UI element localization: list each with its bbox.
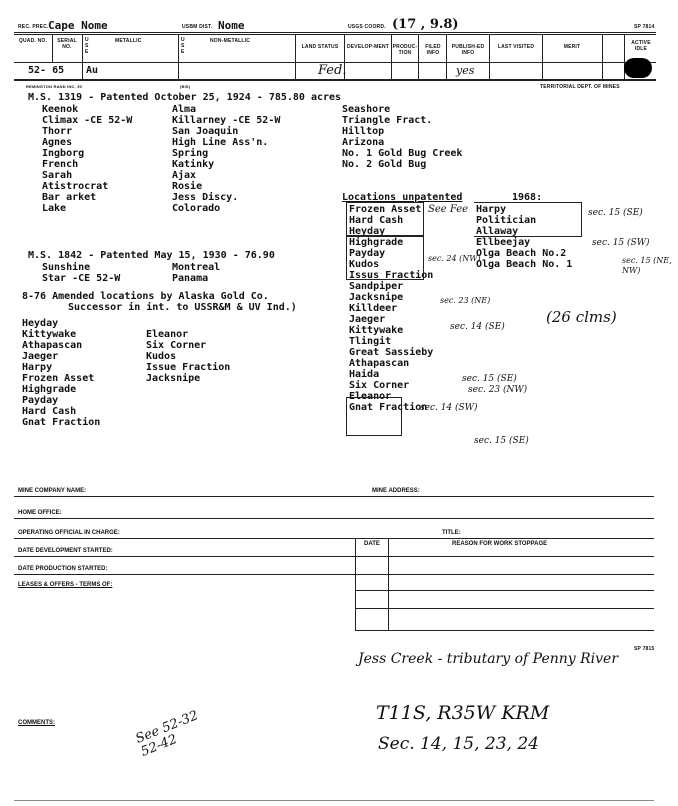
location-item: Harpy — [476, 204, 507, 215]
claim-name: Jaeger — [22, 351, 59, 362]
claim-name: Heyday — [22, 318, 59, 329]
location-item: Great Sassieby — [349, 347, 434, 358]
claim-name: Triangle Fract. — [342, 115, 433, 126]
location-item: Sandpiper — [349, 281, 404, 292]
amended-column-1 — [22, 318, 100, 428]
location-item: Highgrade — [349, 237, 404, 248]
annotation: sec. 15 (SW) — [592, 238, 650, 248]
published-info-label: PUBLISH-ED INFO — [451, 44, 485, 56]
location-item: Jaeger — [349, 314, 386, 325]
annotation-see-fee: See Fee — [428, 204, 469, 215]
usgs-coord-label: USGS COORD. — [348, 24, 386, 30]
use-nonmetallic-marker: U S E — [181, 37, 185, 55]
claim-name: Highgrade — [22, 384, 77, 395]
bracket-box-1 — [346, 202, 424, 236]
claim-name: Gnat Fraction — [22, 417, 101, 428]
location-item: Kudos — [349, 259, 380, 270]
claim-name: Rosie — [172, 181, 203, 192]
claim-name: Spring — [172, 148, 209, 159]
rec-prec-label: REC. PREC. — [18, 24, 49, 30]
claim-name: Ajax — [172, 170, 197, 181]
location-item: Hard Cash — [349, 215, 404, 226]
claim-name: Frozen Asset — [22, 373, 95, 384]
form-number-2: SP 7815 — [634, 646, 655, 652]
territorial-dept: TERRITORIAL DEPT. OF MINES — [540, 84, 620, 90]
annotation: sec. 15 (SE) — [462, 374, 517, 384]
ms1842-column-1 — [42, 262, 120, 284]
nonmetallic-label: NON-METALLIC — [210, 38, 251, 44]
handwritten-see-refs: See 52-32 52-42 — [133, 708, 201, 760]
bracket-box-2 — [346, 236, 424, 280]
location-item: Olga Beach No.2 — [476, 248, 567, 259]
location-item: Tlingit — [349, 336, 392, 347]
ms1319-column-1 — [42, 104, 132, 214]
amended-line-2: Successor in int. to USSR&M & UV Ind.) — [68, 302, 297, 313]
claim-name: No. 1 Gold Bug Creek — [342, 148, 463, 159]
location-item: Allaway — [476, 226, 519, 237]
location-item: Eleanor — [349, 391, 392, 402]
claim-name: Lake — [42, 203, 67, 214]
claim-name: Jacksnipe — [146, 373, 201, 384]
claim-name: Star -CE 52-W — [42, 273, 121, 284]
annotation: sec. 15 (NE, NW) — [622, 256, 672, 275]
date-column-header: DATE — [364, 541, 380, 547]
last-visited-label: LAST VISITED — [497, 44, 535, 50]
claim-name: Climax -CE 52-W — [42, 115, 133, 126]
claim-name: Seashore — [342, 104, 391, 115]
annotation-claims-count: (26 clms) — [546, 308, 617, 326]
annotation: sec. 14 (SE) — [450, 322, 505, 332]
filed-info-label: FILED INFO — [425, 44, 441, 56]
claim-name: Panama — [172, 273, 209, 284]
operating-official-label: OPERATING OFFICIAL IN CHARGE: — [18, 530, 120, 536]
location-item: Athapascan — [349, 358, 410, 369]
printer-mark: REMINGTON RAND INC. 50 — [26, 84, 83, 89]
claim-name: Keenok — [42, 104, 79, 115]
date-development-label: DATE DEVELOPMENT STARTED: — [18, 548, 113, 554]
comments-label: COMMENTS: — [18, 720, 55, 726]
claim-name: Harpy — [22, 362, 53, 373]
claim-name: Bar arket — [42, 192, 97, 203]
form-number: SP 7814 — [634, 24, 655, 30]
location-item: Killdeer — [349, 303, 398, 314]
location-item: Issus Fraction — [349, 270, 434, 281]
annotation: sec. 15 (SE) — [588, 208, 643, 218]
location-item: Jacksnipe — [349, 292, 404, 303]
handwritten-sections: Sec. 14, 15, 23, 24 — [378, 734, 539, 754]
active-idle-label: ACTIVE IDLE — [631, 40, 651, 52]
location-item: Ellbeejay — [476, 237, 531, 248]
ms1319-column-3 — [342, 104, 462, 170]
ms1842-column-2 — [172, 262, 220, 284]
handwritten-township: T11S, R35W KRM — [376, 702, 550, 724]
usgs-coord-value: (17 , 9.8) — [392, 17, 459, 32]
claim-name: Atistrocrat — [42, 181, 109, 192]
claim-name: Ingborg — [42, 148, 85, 159]
quad-no-label: QUAD. NO. — [18, 38, 48, 44]
active-filled-dots — [624, 58, 652, 78]
metallic-value: Au — [86, 65, 99, 76]
bracket-box-4 — [474, 202, 582, 237]
claim-name: Kudos — [146, 351, 177, 362]
claim-name: Payday — [22, 395, 59, 406]
claim-name: Alma — [172, 104, 197, 115]
metallic-label: METALLIC — [115, 38, 142, 44]
amended-column-2 — [146, 329, 230, 384]
claim-name: Kittywake — [22, 329, 77, 340]
claim-name: No. 2 Gold Bug — [342, 159, 427, 170]
mine-address-label: MINE ADDRESS: — [372, 488, 420, 494]
claim-name: Colorado — [172, 203, 221, 214]
amended-line-1: 8-76 Amended locations by Alaska Gold Co. — [22, 291, 269, 302]
leases-label: LEASES & OFFERS - TERMS OF: — [18, 582, 113, 588]
merit-label: MERIT — [563, 44, 581, 50]
date-production-label: DATE PRODUCTION STARTED: — [18, 566, 108, 572]
ms1319-heading: M.S. 1319 - Patented October 25, 1924 - 785.80 acres — [28, 92, 342, 103]
annotation: sec. 14 (SW) — [420, 403, 478, 413]
small-print-mid: (BIS) — [180, 84, 191, 89]
location-item: Olga Beach No. 1 — [476, 259, 573, 270]
claim-name: Killarney -CE 52-W — [172, 115, 281, 126]
mine-company-label: MINE COMPANY NAME: — [18, 488, 87, 494]
ms1319-column-2 — [172, 104, 280, 214]
ussm-dist-label: USBM DIST. — [182, 24, 213, 30]
quad-value: 52- 65 — [28, 65, 65, 76]
reason-column-header: REASON FOR WORK STOPPAGE — [452, 541, 548, 547]
annotation: sec. 15 (SE) — [474, 436, 529, 446]
location-item: Gnat Fraction — [349, 402, 428, 413]
claim-name: Thorr — [42, 126, 73, 137]
location-item: Kittywake — [349, 325, 404, 336]
claim-name: Katinky — [172, 159, 215, 170]
handwritten-location-note: Jess Creek - tributary of Penny River — [358, 651, 619, 667]
claim-name: Eleanor — [146, 329, 189, 340]
bracket-box-3 — [346, 397, 402, 436]
title-label: TITLE: — [442, 530, 461, 536]
claim-name: Hilltop — [342, 126, 385, 137]
claim-name: Hard Cash — [22, 406, 77, 417]
location-item: Heyday — [349, 226, 386, 237]
home-office-label: HOME OFFICE: — [18, 510, 62, 516]
location-item: Haida — [349, 369, 380, 380]
location-item: Six Corner — [349, 380, 410, 391]
claim-name: Sarah — [42, 170, 73, 181]
claim-name: Six Corner — [146, 340, 207, 351]
claim-name: Sunshine — [42, 262, 91, 273]
published-value: yes — [456, 64, 475, 77]
claim-name: Montreal — [172, 262, 221, 273]
serial-no-label: SERIAL NO. — [57, 38, 77, 50]
location-item: Frozen Asset — [349, 204, 422, 215]
claim-name: High Line Ass'n. — [172, 137, 269, 148]
claim-name: French — [42, 159, 79, 170]
claim-name: Issue Fraction — [146, 362, 231, 373]
use-metallic-marker: U S E — [85, 37, 89, 55]
ms1842-heading: M.S. 1842 - Patented May 15, 1930 - 76.90 — [28, 250, 275, 261]
land-status-value: Fed. — [318, 63, 347, 78]
claim-name: Athapascan — [22, 340, 83, 351]
locations-heading: Locations unpatented — [342, 192, 463, 203]
location-item: Politician — [476, 215, 537, 226]
production-label: PRODUC-TION — [392, 44, 418, 56]
development-label: DEVELOP-MENT — [346, 44, 390, 50]
annotation: sec. 23 (NE) — [440, 296, 491, 305]
land-status-label: LAND STATUS — [301, 44, 339, 50]
annotation: sec. 24 (NW) — [428, 254, 481, 263]
claim-name: Jess Discy. — [172, 192, 239, 203]
location-item: Payday — [349, 248, 386, 259]
annotation: sec. 23 (NW) — [468, 385, 528, 395]
locations-year: 1968: — [512, 192, 543, 203]
claim-name: Agnes — [42, 137, 73, 148]
claim-name: San Joaquin — [172, 126, 239, 137]
rec-prec-value: Cape Nome — [48, 19, 108, 32]
ussm-dist-value: Nome — [218, 19, 245, 32]
claim-name: Arizona — [342, 137, 385, 148]
